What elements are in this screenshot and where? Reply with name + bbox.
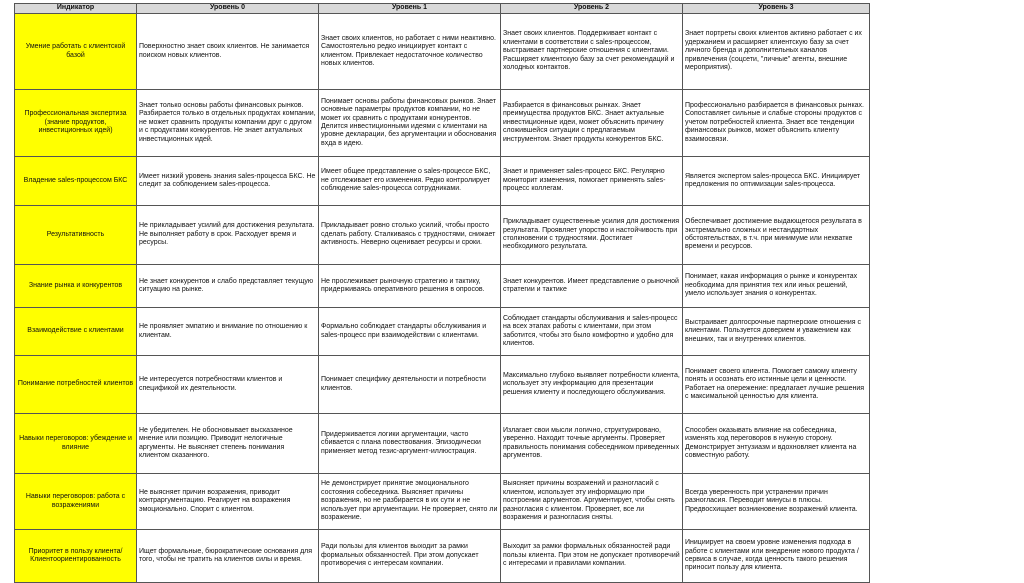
level-0-cell: Знает только основы работы финансовых рынков. Разбирается только в отдельных продуктах компании, не может сравнить продукты компании друг с другом и с продуктами конкурентов. Не знает актуальных инвестиционных идей. xyxy=(137,90,319,157)
level-2-cell: Знает своих клиентов. Поддерживает контакт с клиентами в соответствии с sales-процессом, выстраивает партнерские отношения с клиентами. Расширяет клиентскую базу за счет рекомендаций и холодных контактов. xyxy=(501,14,683,90)
level-2-cell: Излагает свои мысли логично, структурировано, уверенно. Находит точные аргументы. Проверяет правильность понимания собеседником приведенных аргументов. xyxy=(501,414,683,474)
table-row xyxy=(15,356,870,414)
indicator-cell: Навыки переговоров: убеждение и влияние xyxy=(15,414,137,474)
level-1-cell: Придерживается логики аргументации, часто сбивается с плана повествования. Эпизодически применяет метод тезис-аргумент-иллюстрация. xyxy=(319,414,501,474)
level-0-cell: Ищет формальные, бюрократические основания для того, чтобы не тратить на клиентов силы и время. xyxy=(137,530,319,583)
level-3-cell: Профессионально разбирается в финансовых рынках. Сопоставляет сильные и слабые стороны продуктов с учетом потребностей клиента. Знает все тенденции финансовых рынков, может объяснить клиенту взаимосвязи. xyxy=(683,90,870,157)
level-2-cell: Максимально глубоко выявляет потребности клиента, использует эту информацию для презентации решения клиенту и последующего обслуживания. xyxy=(501,356,683,414)
table-row xyxy=(15,308,870,356)
level-0-cell: Не проявляет эмпатию и внимание по отношению к клиентам. xyxy=(137,308,319,356)
indicator-cell: Навыки переговоров: работа с возражениями xyxy=(15,474,137,530)
indicator-cell: Знание рынка и конкурентов xyxy=(15,265,137,308)
level-3-cell: Всегда уверенность при устранении причин разногласия. Переводит минусы в плюсы. Предвосхищает возникновение возражений клиента. xyxy=(683,474,870,530)
header-row xyxy=(15,4,870,14)
header-level-3: Уровень 3 xyxy=(683,4,870,14)
level-0-cell: Не прикладывает усилий для достижения результата. Не выполняет работу в срок. Расходует время и ресурсы. xyxy=(137,206,319,265)
header-level-0: Уровень 0 xyxy=(137,4,319,14)
level-3-cell: Является экспертом sales-процесса БКС. Инициирует предложения по оптимизации sales-процесса. xyxy=(683,157,870,206)
level-3-cell: Обеспечивает достижение выдающегося результата в экстремально сложных и нестандартных обстоятельствах, в т.ч. при минимуме или нехватке времени и ресурсов. xyxy=(683,206,870,265)
level-2-cell: Выясняет причины возражений и разногласий с клиентом, использует эту информацию при построении аргументов. Аргументирует, чтобы снять разногласия с клиентом. Проверяет, все ли возражения и разногласия сняты. xyxy=(501,474,683,530)
level-0-cell: Имеет низкий уровень знания sales-процесса БКС. Не следит за соблюдением sales-процесса. xyxy=(137,157,319,206)
level-1-cell: Не демонстрирует принятие эмоционального состояния собеседника. Выясняет причины возражения, но не разбирается в их сути и не использует при аргументации. Не проверяет, снято ли возражение. xyxy=(319,474,501,530)
level-2-cell: Выходит за рамки формальных обязанностей ради пользы клиента. При этом не допускает противоречий с интересами и правилами компании. xyxy=(501,530,683,583)
level-1-cell: Понимает основы работы финансовых рынков. Знает основные параметры продуктов компании, но не может их сравнить с продуктами конкурентов. Делится инвестиционными идеями с клиентами на уровне декларации, без аргументации и обоснования вхда в идею. xyxy=(319,90,501,157)
table-row xyxy=(15,14,870,90)
level-3-cell: Знает портреты своих клиентов активно работает с их удержанием и расширяет клиентскую базу за счет личного бренда и дополнительных каналов привлечения (соцсети, "личные" агенты, внешние мероприятия). xyxy=(683,14,870,90)
level-2-cell: Знает и применяет sales-процесс БКС. Регулярно мониторит изменения, помогает применять sales-процесс коллегам. xyxy=(501,157,683,206)
indicator-cell: Взаимодействие с клиентами xyxy=(15,308,137,356)
indicator-cell: Владение sales-процессом БКС xyxy=(15,157,137,206)
indicator-cell: Умение работать с клиентской базой xyxy=(15,14,137,90)
level-0-cell: Не интересуется потребностями клиентов и спецификой их деятельности. xyxy=(137,356,319,414)
competency-matrix xyxy=(14,3,869,583)
level-0-cell: Не выясняет причин возражения, приводит контраргументацию. Реагирует на возражения эмоционально. Спорит с клиентом. xyxy=(137,474,319,530)
level-2-cell: Соблюдает стандарты обслуживания и sales-процесс на всех этапах работы с клиентами, при этом заботится, чтобы это было комфортно и удобно для клиентов. xyxy=(501,308,683,356)
table-row xyxy=(15,474,870,530)
level-1-cell: Формально соблюдает стандарты обслуживания и sales-процесс при взаимодействии с клиентами. xyxy=(319,308,501,356)
table-row xyxy=(15,157,870,206)
level-2-cell: Разбирается в финансовых рынках. Знает преимущества продуктов БКС. Знает актуальные инвестиционные идеи, может объяснить причину сложившейся ситуации с предлагаемым инструментом. Знает продукты конкурентов БКС. xyxy=(501,90,683,157)
indicator-cell: Профессиональная экспертиза (знание продуктов, инвестиционных идей) xyxy=(15,90,137,157)
level-1-cell: Знает своих клиентов, но работает с ними неактивно. Самостоятельно редко инициирует контакт с клиентом. Привлекает недостаточное количество новых клиентов. xyxy=(319,14,501,90)
indicator-cell: Результативность xyxy=(15,206,137,265)
level-2-cell: Знает конкурентов. Имеет представление о рыночной стратегии и тактике xyxy=(501,265,683,308)
level-1-cell: Не прослеживает рыночную стратегию и тактику, придерживаясь оперативного решения в опросов. xyxy=(319,265,501,308)
level-3-cell: Выстраивает долгосрочные партнерские отношения с клиентами. Пользуется доверием и уважением как внешних, так и внутренних клиентов. xyxy=(683,308,870,356)
indicator-cell: Приоритет в пользу клиента/ Клиентоориентированность xyxy=(15,530,137,583)
level-1-cell: Ради пользы для клиентов выходит за рамки формальных обязанностей. При этом допускает противоречия с интересам компании. xyxy=(319,530,501,583)
level-2-cell: Прикладывает существенные усилия для достижения результата. Проявляет упорство и настойчивость при столкновении с трудностями. Достигает необходимого результата. xyxy=(501,206,683,265)
level-3-cell: Понимает своего клиента. Помогает самому клиенту понять и осознать его истинные цели и ценности. Работает на опережение: предлагает лучшие решения с максимальной ценностью для клиента. xyxy=(683,356,870,414)
level-3-cell: Способен оказывать влияние на собеседника, изменять ход переговоров в нужную сторону. Демонстрирует энтузиазм и вдохновляет клиента на совместную работу. xyxy=(683,414,870,474)
header-level-1: Уровень 1 xyxy=(319,4,501,14)
level-0-cell: Поверхностно знает своих клиентов. Не занимается поиском новых клиентов. xyxy=(137,14,319,90)
level-3-cell: Инициирует на своем уровне изменения подхода в работе с клиентами или внедрение нового продукта / сервиса в случае, когда ценность такого решения приносит пользу для клиента. xyxy=(683,530,870,583)
header-indicator: Индикатор xyxy=(15,4,137,14)
level-0-cell: Не знает конкурентов и слабо представляет текущую ситуацию на рынке. xyxy=(137,265,319,308)
level-1-cell: Понимает специфику деятельности и потребности клиентов. xyxy=(319,356,501,414)
table-row xyxy=(15,90,870,157)
competency-table xyxy=(14,3,870,583)
level-0-cell: Не убедителен. Не обосновывает высказанное мнение или позицию. Приводит нелогичные аргументы. Не выясняет степень понимания клиентом сказанного. xyxy=(137,414,319,474)
table-row xyxy=(15,206,870,265)
level-1-cell: Имеет общее представление о sales-процессе БКС, не отслеживает его изменения. Редко контролирует соблюдение sales-процесса сотрудниками. xyxy=(319,157,501,206)
header-level-2: Уровень 2 xyxy=(501,4,683,14)
level-3-cell: Понимает, какая информация о рынке и конкурентах необходима для принятия тех или иных решений, умело использует знания о конкурентах. xyxy=(683,265,870,308)
table-row xyxy=(15,265,870,308)
level-1-cell: Прикладывает ровно столько усилий, чтобы просто сделать работу. Сталкиваясь с трудностями, снижает активность. Неверно оценивает ресурсы и сроки. xyxy=(319,206,501,265)
table-row xyxy=(15,530,870,583)
indicator-cell: Понимание потребностей клиентов xyxy=(15,356,137,414)
table-row xyxy=(15,414,870,474)
